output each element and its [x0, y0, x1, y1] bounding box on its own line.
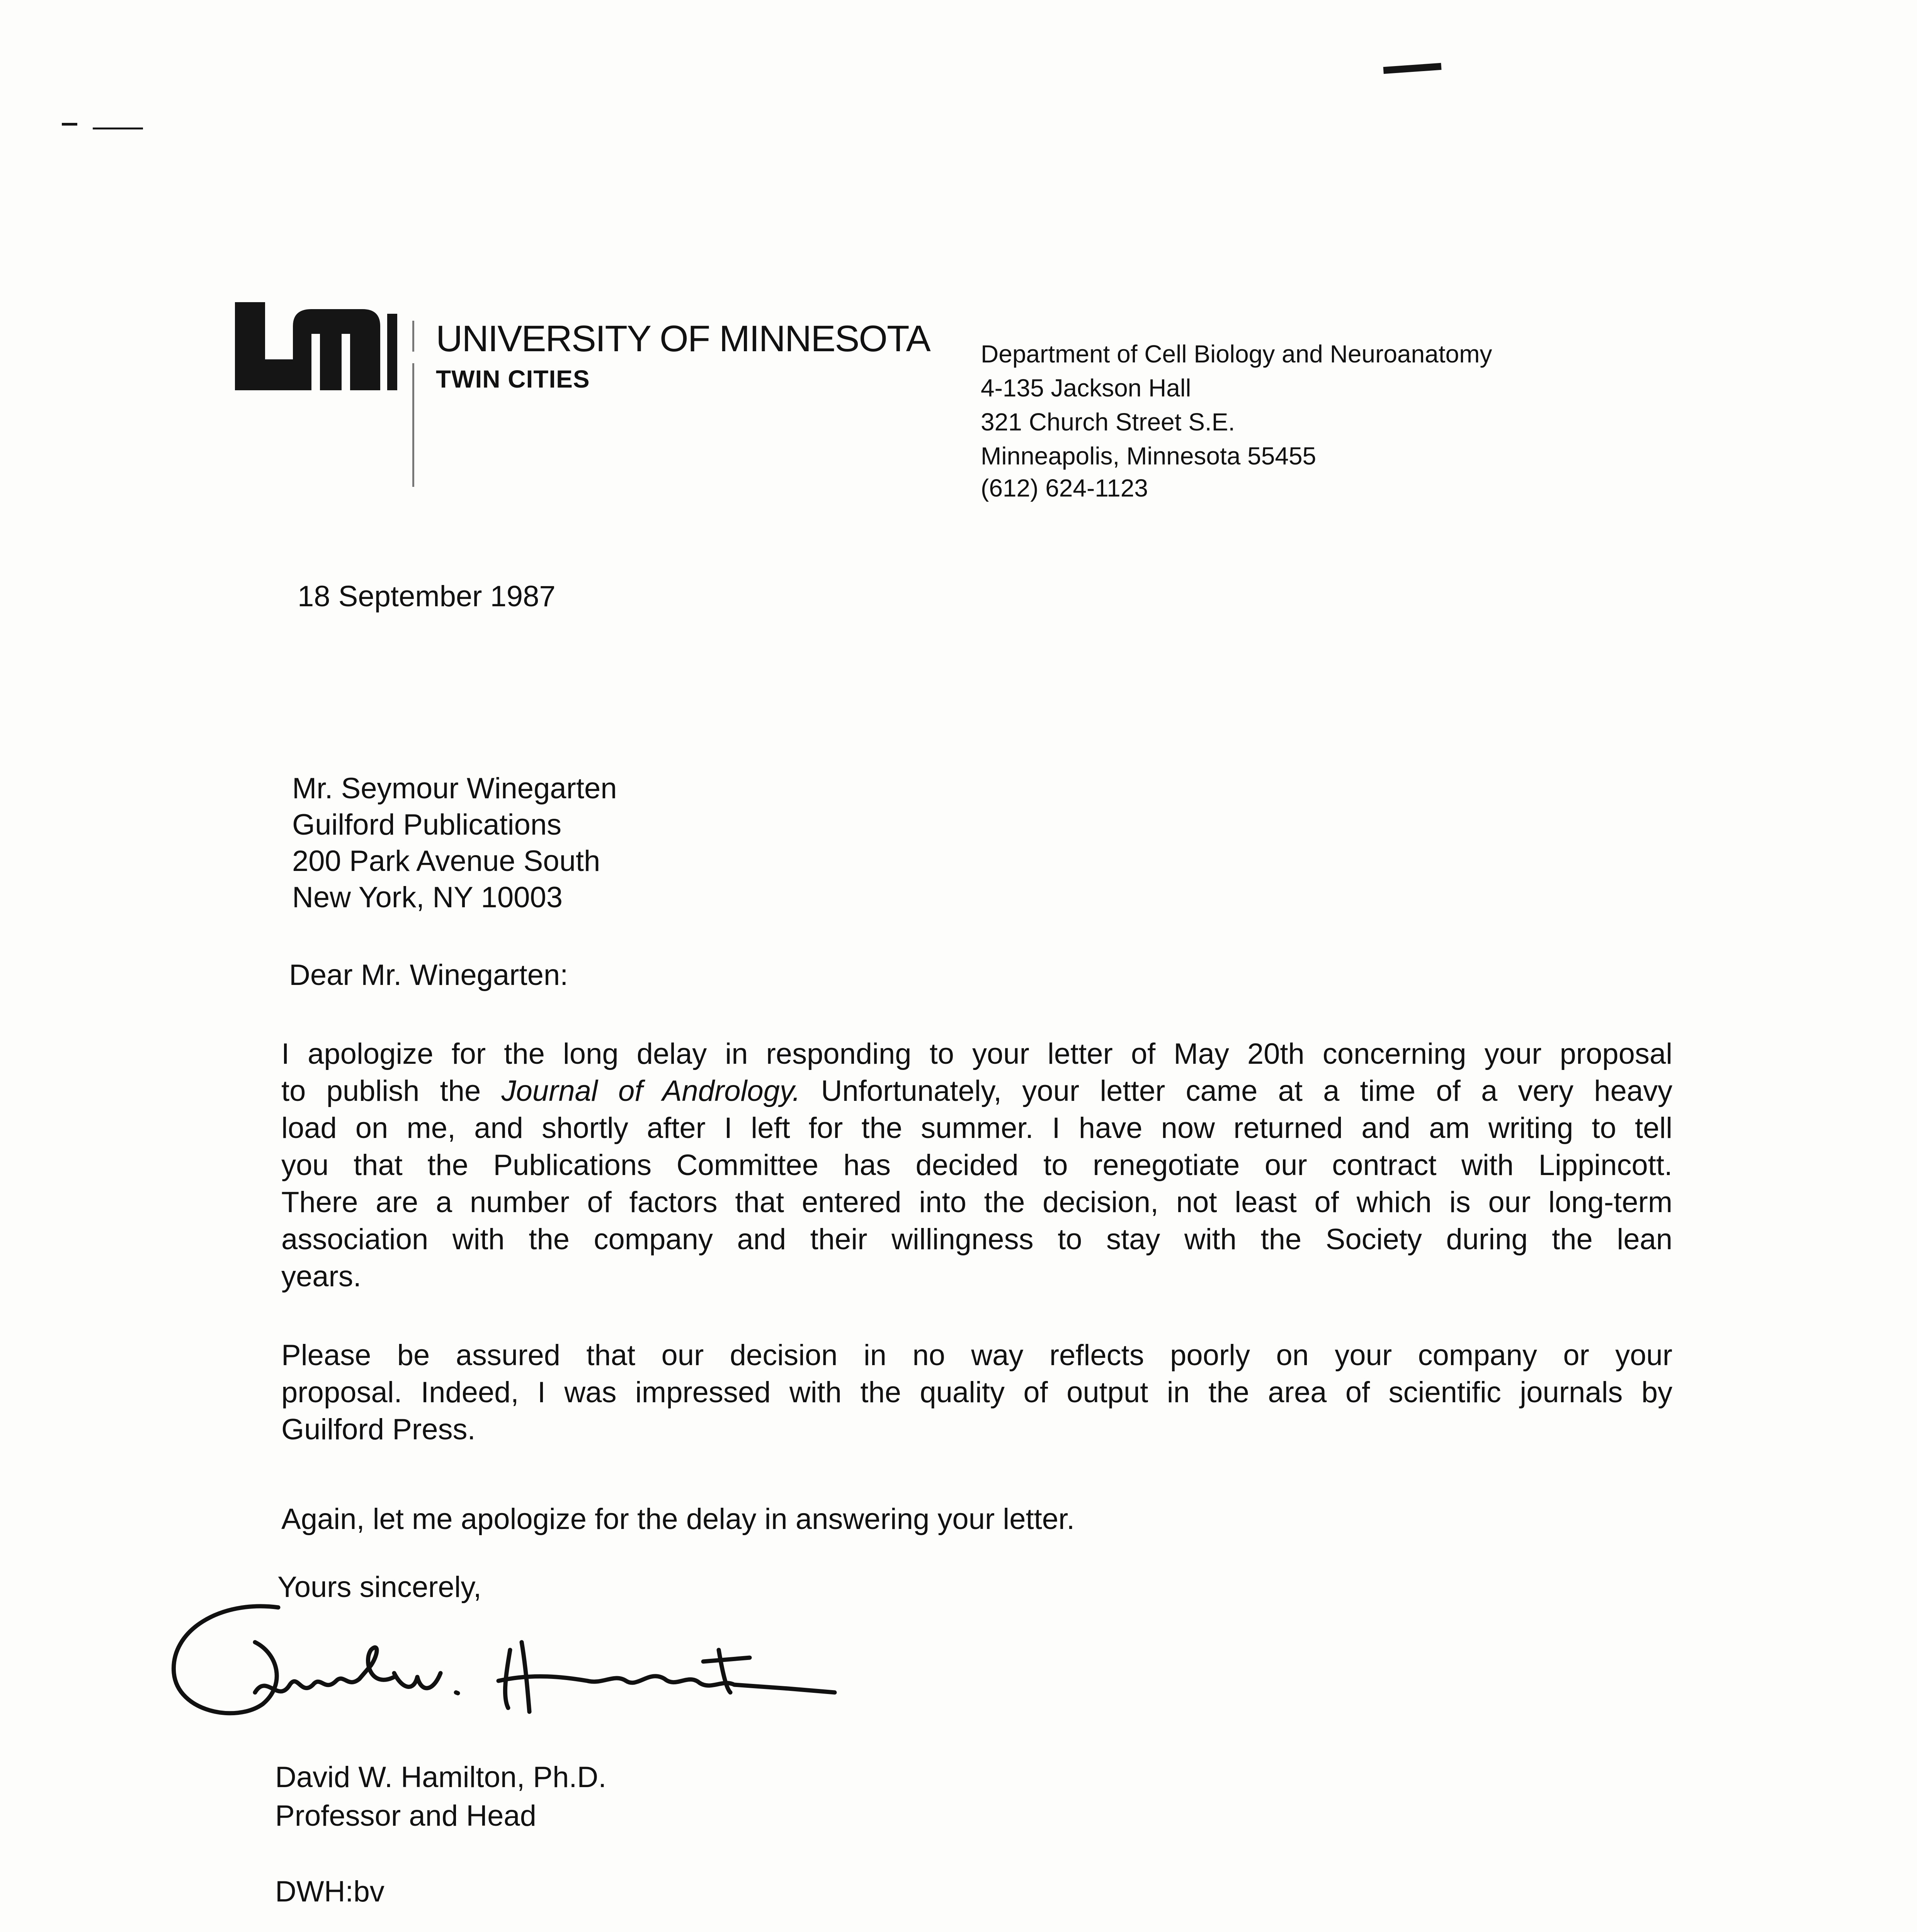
- journal-title: Journal of Andrology.: [501, 1075, 801, 1107]
- paragraph-line: years.: [281, 1260, 361, 1293]
- body-paragraph-1: [281, 1036, 1672, 1295]
- department-line: 4-135 Jackson Hall: [981, 374, 1191, 402]
- handwritten-signature: [162, 1596, 850, 1758]
- signer-block: [275, 1758, 606, 1835]
- university-logo: [235, 291, 397, 390]
- salutation: Dear Mr. Winegarten:: [289, 959, 568, 992]
- paragraph-line: There are a number of factors that entered into the decision, not least of which is our long-term: [281, 1186, 1672, 1219]
- body-paragraph-2: [281, 1337, 1672, 1448]
- paragraph-line: Again, let me apologize for the delay in answering your letter.: [281, 1503, 1075, 1536]
- body-paragraph-3: [281, 1501, 1672, 1538]
- letter-date: 18 September 1987: [298, 580, 556, 613]
- recipient-line: 200 Park Avenue South: [292, 845, 600, 878]
- university-name: UNIVERSITY OF MINNESOTA: [436, 318, 930, 359]
- signer-name: David W. Hamilton, Ph.D.: [275, 1761, 607, 1794]
- paragraph-line: to publish the Journal of Andrology. Unfortunately, your letter came at a time of a very heavy: [281, 1075, 1672, 1107]
- paragraph-line: load on me, and shortly after I left for the summer. I have now returned and am writing to tell: [281, 1112, 1672, 1145]
- department-line: Department of Cell Biology and Neuroanatomy: [981, 340, 1492, 368]
- closing: Yours sincerely,: [277, 1571, 482, 1604]
- paragraph-line: Guilford Press.: [281, 1413, 476, 1446]
- department-line: 321 Church Street S.E.: [981, 408, 1235, 436]
- scan-mark: [62, 123, 77, 126]
- department-line: Minneapolis, Minnesota 55455: [981, 442, 1317, 470]
- department-phone: (612) 624-1123: [981, 474, 1148, 502]
- recipient-line: Guilford Publications: [292, 808, 562, 841]
- paragraph-line: association with the company and their willingness to stay with the Society during the lean: [281, 1223, 1672, 1256]
- paragraph-line: proposal. Indeed, I was impressed with the quality of output in the area of scientific journals by: [281, 1376, 1672, 1409]
- recipient-address: [292, 770, 617, 916]
- letterhead-divider: [412, 363, 414, 487]
- letterhead-divider: [412, 321, 414, 352]
- recipient-line: Mr. Seymour Winegarten: [292, 772, 617, 805]
- signer-title: Professor and Head: [275, 1799, 536, 1832]
- paragraph-line: you that the Publications Committee has decided to renegotiate our contract with Lippincott.: [281, 1149, 1672, 1182]
- paragraph-line: Please be assured that our decision in no way reflects poorly on your company or your: [281, 1339, 1672, 1372]
- scan-mark: [93, 128, 143, 129]
- department-address: [981, 337, 1492, 473]
- scan-mark: [1383, 63, 1442, 74]
- typist-initials: DWH:bv: [275, 1875, 384, 1908]
- campus-name: TWIN CITIES: [436, 365, 590, 393]
- paragraph-line: I apologize for the long delay in responding to your letter of May 20th concerning your proposal: [281, 1037, 1672, 1070]
- recipient-line: New York, NY 10003: [292, 881, 563, 914]
